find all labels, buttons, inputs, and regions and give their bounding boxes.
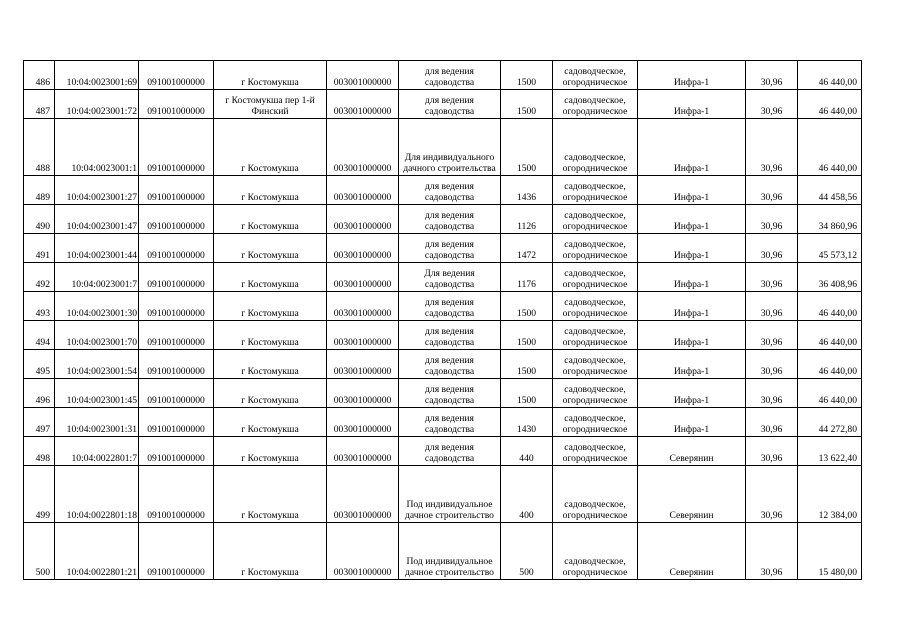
area-cell: 1500 — [501, 350, 553, 379]
okato-code-cell: 091001000000 — [139, 205, 214, 234]
okato-code-cell: 091001000000 — [139, 437, 214, 466]
row-number-cell: 494 — [24, 321, 55, 350]
address-cell: г Костомукша — [214, 263, 327, 292]
table-row — [24, 90, 862, 119]
permitted-use-cell: для ведения садоводства — [399, 379, 501, 408]
use-category-cell: садоводческое, огородническое — [553, 321, 638, 350]
table-row — [24, 408, 862, 437]
zone-cell: Северянин — [638, 466, 746, 523]
cadastral-value-cell: 15 480,00 — [798, 523, 862, 580]
row-number-cell: 492 — [24, 263, 55, 292]
zone-cell: Инфра-1 — [638, 263, 746, 292]
table-row — [24, 61, 862, 90]
specific-value-cell: 30,96 — [746, 379, 798, 408]
row-number-cell: 496 — [24, 379, 55, 408]
use-category-cell: садоводческое, огородническое — [553, 408, 638, 437]
cadastral-number-cell: 10:04:0023001:70 — [55, 321, 139, 350]
okato-code-cell: 091001000000 — [139, 292, 214, 321]
area-cell: 1176 — [501, 263, 553, 292]
specific-value-cell: 30,96 — [746, 437, 798, 466]
permitted-use-cell: Под индивидуальное дачное строительство — [399, 466, 501, 523]
specific-value-cell: 30,96 — [746, 119, 798, 176]
okato-code-cell: 091001000000 — [139, 176, 214, 205]
okato-code-cell: 091001000000 — [139, 350, 214, 379]
zone-cell: Инфра-1 — [638, 61, 746, 90]
cadastral-value-cell: 46 440,00 — [798, 292, 862, 321]
use-category-cell: садоводческое, огородническое — [553, 466, 638, 523]
permitted-use-cell: для ведения садоводства — [399, 321, 501, 350]
row-number-cell: 495 — [24, 350, 55, 379]
cadastral-value-cell: 36 408,96 — [798, 263, 862, 292]
area-cell: 1436 — [501, 176, 553, 205]
okato-code-cell: 091001000000 — [139, 119, 214, 176]
cadastral-number-cell: 10:04:0023001:44 — [55, 234, 139, 263]
use-category-cell: садоводческое, огородническое — [553, 234, 638, 263]
row-number-cell: 486 — [24, 61, 55, 90]
table-row — [24, 176, 862, 205]
specific-value-cell: 30,96 — [746, 466, 798, 523]
use-category-cell: садоводческое, огородническое — [553, 350, 638, 379]
cadastral-number-cell: 10:04:0023001:69 — [55, 61, 139, 90]
address-cell: г Костомукша — [214, 350, 327, 379]
permitted-use-cell: для ведения садоводства — [399, 408, 501, 437]
okato-code-cell: 091001000000 — [139, 61, 214, 90]
specific-value-cell: 30,96 — [746, 350, 798, 379]
use-category-cell: садоводческое, огородническое — [553, 437, 638, 466]
area-cell: 1500 — [501, 61, 553, 90]
oktmo-code-cell: 003001000000 — [327, 321, 399, 350]
area-cell: 1430 — [501, 408, 553, 437]
zone-cell: Инфра-1 — [638, 350, 746, 379]
oktmo-code-cell: 003001000000 — [327, 205, 399, 234]
zone-cell: Северянин — [638, 523, 746, 580]
use-category-cell: садоводческое, огородническое — [553, 379, 638, 408]
okato-code-cell: 091001000000 — [139, 523, 214, 580]
specific-value-cell: 30,96 — [746, 263, 798, 292]
oktmo-code-cell: 003001000000 — [327, 379, 399, 408]
cadastral-value-cell: 34 860,96 — [798, 205, 862, 234]
use-category-cell: садоводческое, огородническое — [553, 263, 638, 292]
area-cell: 400 — [501, 466, 553, 523]
table-row — [24, 263, 862, 292]
row-number-cell: 489 — [24, 176, 55, 205]
permitted-use-cell: для ведения садоводства — [399, 61, 501, 90]
okato-code-cell: 091001000000 — [139, 90, 214, 119]
permitted-use-cell: для ведения садоводства — [399, 90, 501, 119]
cadastral-number-cell: 10:04:0023001:47 — [55, 205, 139, 234]
use-category-cell: садоводческое, огородническое — [553, 205, 638, 234]
row-number-cell: 499 — [24, 466, 55, 523]
use-category-cell: садоводческое, огородническое — [553, 292, 638, 321]
zone-cell: Инфра-1 — [638, 379, 746, 408]
zone-cell: Инфра-1 — [638, 90, 746, 119]
cadastral-value-cell: 12 384,00 — [798, 466, 862, 523]
okato-code-cell: 091001000000 — [139, 466, 214, 523]
zone-cell: Инфра-1 — [638, 234, 746, 263]
zone-cell: Инфра-1 — [638, 205, 746, 234]
oktmo-code-cell: 003001000000 — [327, 61, 399, 90]
oktmo-code-cell: 003001000000 — [327, 234, 399, 263]
area-cell: 500 — [501, 523, 553, 580]
row-number-cell: 490 — [24, 205, 55, 234]
zone-cell: Северянин — [638, 437, 746, 466]
address-cell: г Костомукша — [214, 234, 327, 263]
cadastral-number-cell: 10:04:0023001:31 — [55, 408, 139, 437]
specific-value-cell: 30,96 — [746, 292, 798, 321]
okato-code-cell: 091001000000 — [139, 321, 214, 350]
cadastral-number-cell: 10:04:0023001:27 — [55, 176, 139, 205]
row-number-cell: 498 — [24, 437, 55, 466]
oktmo-code-cell: 003001000000 — [327, 119, 399, 176]
specific-value-cell: 30,96 — [746, 321, 798, 350]
cadastral-value-cell: 13 622,40 — [798, 437, 862, 466]
use-category-cell: садоводческое, огородническое — [553, 61, 638, 90]
address-cell: г Костомукша — [214, 205, 327, 234]
use-category-cell: садоводческое, огородническое — [553, 119, 638, 176]
oktmo-code-cell: 003001000000 — [327, 176, 399, 205]
table-row — [24, 292, 862, 321]
specific-value-cell: 30,96 — [746, 90, 798, 119]
area-cell: 1126 — [501, 205, 553, 234]
table-row — [24, 119, 862, 176]
cadastral-value-table — [23, 60, 862, 580]
oktmo-code-cell: 003001000000 — [327, 466, 399, 523]
address-cell: г Костомукша — [214, 437, 327, 466]
address-cell: г Костомукша — [214, 321, 327, 350]
row-number-cell: 493 — [24, 292, 55, 321]
area-cell: 1500 — [501, 379, 553, 408]
zone-cell: Инфра-1 — [638, 119, 746, 176]
table-row — [24, 321, 862, 350]
cadastral-value-cell: 46 440,00 — [798, 61, 862, 90]
specific-value-cell: 30,96 — [746, 523, 798, 580]
specific-value-cell: 30,96 — [746, 234, 798, 263]
area-cell: 440 — [501, 437, 553, 466]
address-cell: г Костомукша — [214, 176, 327, 205]
table-row — [24, 523, 862, 580]
cadastral-value-cell: 44 272,80 — [798, 408, 862, 437]
table-row — [24, 466, 862, 523]
cadastral-number-cell: 10:04:0023001:1 — [55, 119, 139, 176]
permitted-use-cell: для ведения садоводства — [399, 292, 501, 321]
row-number-cell: 487 — [24, 90, 55, 119]
permitted-use-cell: Для ведения садоводства — [399, 263, 501, 292]
zone-cell: Инфра-1 — [638, 321, 746, 350]
address-cell: г Костомукша — [214, 523, 327, 580]
cadastral-value-cell: 46 440,00 — [798, 90, 862, 119]
row-number-cell: 491 — [24, 234, 55, 263]
specific-value-cell: 30,96 — [746, 408, 798, 437]
cadastral-number-cell: 10:04:0022801:18 — [55, 466, 139, 523]
table-row — [24, 350, 862, 379]
row-number-cell: 500 — [24, 523, 55, 580]
cadastral-number-cell: 10:04:0023001:54 — [55, 350, 139, 379]
cadastral-value-cell: 44 458,56 — [798, 176, 862, 205]
specific-value-cell: 30,96 — [746, 176, 798, 205]
permitted-use-cell: для ведения садоводства — [399, 437, 501, 466]
table-body — [24, 61, 862, 580]
table-row — [24, 234, 862, 263]
area-cell: 1500 — [501, 292, 553, 321]
table-row — [24, 379, 862, 408]
oktmo-code-cell: 003001000000 — [327, 408, 399, 437]
cadastral-number-cell: 10:04:0022801:21 — [55, 523, 139, 580]
zone-cell: Инфра-1 — [638, 292, 746, 321]
specific-value-cell: 30,96 — [746, 61, 798, 90]
address-cell: г Костомукша — [214, 379, 327, 408]
address-cell: г Костомукша пер 1-й Финский — [214, 90, 327, 119]
zone-cell: Инфра-1 — [638, 176, 746, 205]
cadastral-number-cell: 10:04:0023001:30 — [55, 292, 139, 321]
oktmo-code-cell: 003001000000 — [327, 90, 399, 119]
address-cell: г Костомукша — [214, 292, 327, 321]
use-category-cell: садоводческое, огородническое — [553, 176, 638, 205]
oktmo-code-cell: 003001000000 — [327, 523, 399, 580]
zone-cell: Инфра-1 — [638, 408, 746, 437]
oktmo-code-cell: 003001000000 — [327, 292, 399, 321]
area-cell: 1472 — [501, 234, 553, 263]
permitted-use-cell: для ведения садоводства — [399, 205, 501, 234]
cadastral-number-cell: 10:04:0023001:7 — [55, 263, 139, 292]
okato-code-cell: 091001000000 — [139, 408, 214, 437]
address-cell: г Костомукша — [214, 408, 327, 437]
cadastral-value-cell: 46 440,00 — [798, 119, 862, 176]
table-row — [24, 205, 862, 234]
cadastral-value-cell: 45 573,12 — [798, 234, 862, 263]
use-category-cell: садоводческое, огородническое — [553, 90, 638, 119]
address-cell: г Костомукша — [214, 119, 327, 176]
okato-code-cell: 091001000000 — [139, 263, 214, 292]
cadastral-value-cell: 46 440,00 — [798, 350, 862, 379]
okato-code-cell: 091001000000 — [139, 234, 214, 263]
permitted-use-cell: для ведения садоводства — [399, 176, 501, 205]
specific-value-cell: 30,96 — [746, 205, 798, 234]
oktmo-code-cell: 003001000000 — [327, 350, 399, 379]
oktmo-code-cell: 003001000000 — [327, 437, 399, 466]
address-cell: г Костомукша — [214, 466, 327, 523]
cadastral-value-cell: 46 440,00 — [798, 321, 862, 350]
area-cell: 1500 — [501, 321, 553, 350]
row-number-cell: 488 — [24, 119, 55, 176]
cadastral-number-cell: 10:04:0022801:7 — [55, 437, 139, 466]
permitted-use-cell: Под индивидуальное дачное строительство — [399, 523, 501, 580]
use-category-cell: садоводческое, огородническое — [553, 523, 638, 580]
cadastral-number-cell: 10:04:0023001:72 — [55, 90, 139, 119]
table-row — [24, 437, 862, 466]
permitted-use-cell: для ведения садоводства — [399, 234, 501, 263]
cadastral-number-cell: 10:04:0023001:45 — [55, 379, 139, 408]
oktmo-code-cell: 003001000000 — [327, 263, 399, 292]
permitted-use-cell: Для индивидуального дачного строительства — [399, 119, 501, 176]
row-number-cell: 497 — [24, 408, 55, 437]
cadastral-value-cell: 46 440,00 — [798, 379, 862, 408]
area-cell: 1500 — [501, 119, 553, 176]
address-cell: г Костомукша — [214, 61, 327, 90]
area-cell: 1500 — [501, 90, 553, 119]
permitted-use-cell: для ведения садоводства — [399, 350, 501, 379]
okato-code-cell: 091001000000 — [139, 379, 214, 408]
